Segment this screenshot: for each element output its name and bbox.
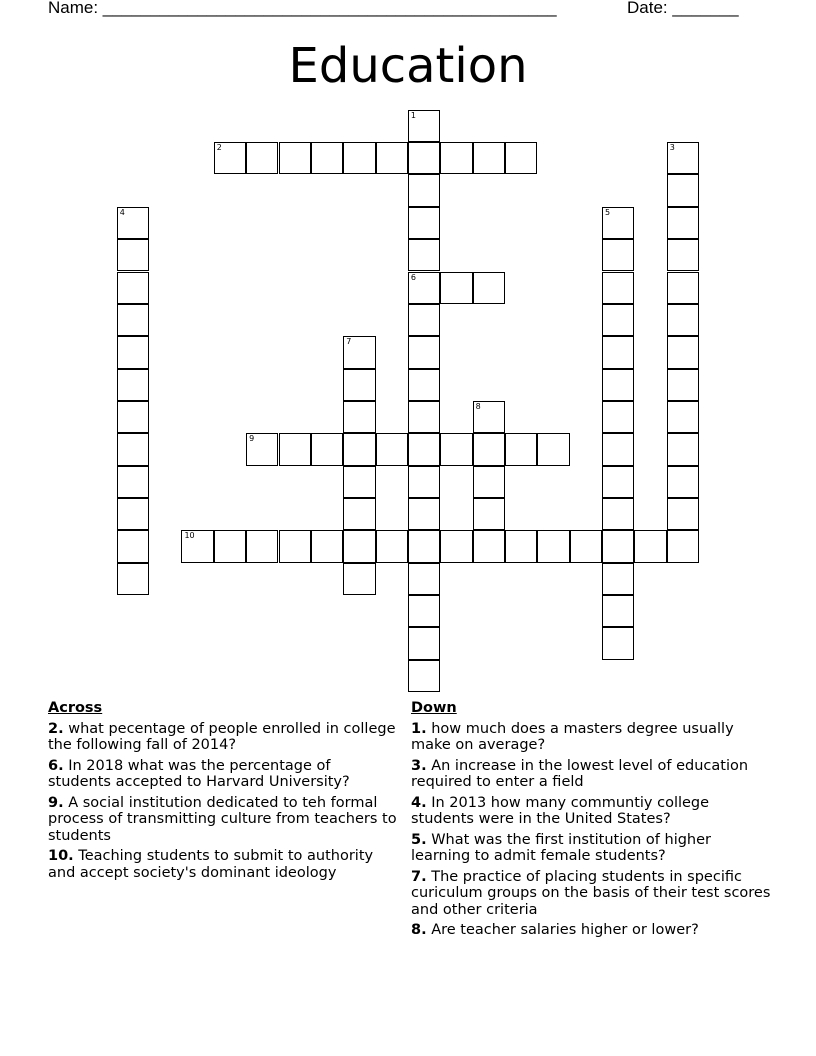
down-clues xyxy=(411,700,771,943)
clue-number-label: 3 xyxy=(669,143,675,153)
grid-cell[interactable] xyxy=(667,401,699,433)
grid-cell[interactable] xyxy=(667,304,699,336)
clue-down-8 xyxy=(411,922,771,939)
clue-down-4 xyxy=(411,795,771,828)
grid-cell[interactable] xyxy=(602,563,634,595)
grid-cell[interactable] xyxy=(473,272,505,304)
clue-down-3 xyxy=(411,758,771,791)
grid-cell[interactable] xyxy=(408,401,440,433)
grid-cell[interactable] xyxy=(408,369,440,401)
grid-cell[interactable] xyxy=(667,530,699,562)
grid-cell[interactable] xyxy=(246,530,278,562)
grid-cell[interactable] xyxy=(117,272,149,304)
clue-number: 8. xyxy=(411,922,427,938)
grid-cell[interactable] xyxy=(602,304,634,336)
grid-cell[interactable] xyxy=(408,627,440,659)
grid-cell[interactable] xyxy=(117,466,149,498)
grid-cell[interactable] xyxy=(117,369,149,401)
clue-text: An increase in the lowest level of education required to enter a field xyxy=(411,757,749,790)
grid-cell[interactable] xyxy=(602,239,634,271)
clue-down-7 xyxy=(411,869,771,919)
grid-cell[interactable] xyxy=(408,207,440,239)
grid-cell[interactable] xyxy=(117,207,149,239)
grid-cell[interactable] xyxy=(343,401,375,433)
grid-cell[interactable] xyxy=(602,336,634,368)
grid-cell[interactable] xyxy=(473,498,505,530)
grid-cell[interactable] xyxy=(376,530,408,562)
clue-number-label: 1 xyxy=(410,110,416,120)
grid-cell[interactable] xyxy=(667,498,699,530)
clue-across-10 xyxy=(48,848,398,881)
clue-across-2 xyxy=(48,721,398,754)
grid-cell[interactable] xyxy=(473,433,505,465)
grid-cell[interactable] xyxy=(408,433,440,465)
clue-number: 6. xyxy=(48,757,64,774)
name-label: Name: xyxy=(48,0,103,17)
grid-cell[interactable] xyxy=(408,110,440,142)
grid-cell[interactable] xyxy=(117,401,149,433)
clue-text: Are teacher salaries higher or lower? xyxy=(431,922,699,938)
grid-cell[interactable] xyxy=(602,433,634,465)
grid-cell[interactable] xyxy=(408,498,440,530)
date-label: Date: xyxy=(627,0,673,17)
grid-cell[interactable] xyxy=(376,142,408,174)
clue-number-label: 8 xyxy=(475,401,481,411)
grid-cell[interactable] xyxy=(343,142,375,174)
clue-text: A social institution dedicated to teh formal process of transmitting culture from teachers to students xyxy=(48,794,397,844)
grid-cell[interactable] xyxy=(473,466,505,498)
clue-text: What was the first institution of higher learning to admit female students? xyxy=(411,831,712,864)
grid-cell[interactable] xyxy=(667,174,699,206)
grid-cell[interactable] xyxy=(279,433,311,465)
grid-cell[interactable] xyxy=(343,498,375,530)
grid-cell[interactable] xyxy=(214,142,246,174)
grid-cell[interactable] xyxy=(408,304,440,336)
clue-number-label: 7 xyxy=(346,337,352,347)
grid-cell[interactable] xyxy=(117,498,149,530)
grid-cell[interactable] xyxy=(473,530,505,562)
clue-text: what pecentage of people enrolled in college the following fall of 2014? xyxy=(48,720,396,753)
grid-cell[interactable] xyxy=(602,530,634,562)
grid-cell[interactable] xyxy=(602,369,634,401)
grid-cell[interactable] xyxy=(117,304,149,336)
grid-cell[interactable] xyxy=(505,530,537,562)
grid-cell[interactable] xyxy=(602,272,634,304)
across-heading: Across xyxy=(48,700,103,716)
grid-cell[interactable] xyxy=(667,336,699,368)
clue-number-label: 6 xyxy=(410,272,416,282)
grid-cell[interactable] xyxy=(214,530,246,562)
grid-cell[interactable] xyxy=(440,272,472,304)
grid-cell[interactable] xyxy=(343,433,375,465)
grid-cell[interactable] xyxy=(343,466,375,498)
clue-number: 3. xyxy=(411,757,427,774)
page-title: Education xyxy=(288,38,528,94)
grid-cell[interactable] xyxy=(376,433,408,465)
grid-cell[interactable] xyxy=(408,563,440,595)
clue-number-label: 4 xyxy=(119,207,125,217)
grid-cell[interactable] xyxy=(440,530,472,562)
grid-cell[interactable] xyxy=(537,530,569,562)
clue-down-1 xyxy=(411,721,771,754)
grid-cell[interactable] xyxy=(343,563,375,595)
grid-cell[interactable] xyxy=(246,433,278,465)
clue-number-label: 9 xyxy=(249,434,255,444)
grid-cell[interactable] xyxy=(408,660,440,692)
grid-cell[interactable] xyxy=(440,433,472,465)
clue-across-6 xyxy=(48,758,398,791)
grid-cell[interactable] xyxy=(343,530,375,562)
grid-cell[interactable] xyxy=(117,530,149,562)
grid-cell[interactable] xyxy=(279,142,311,174)
date-blank[interactable]: _______ xyxy=(672,0,739,17)
grid-cell[interactable] xyxy=(505,142,537,174)
grid-cell[interactable] xyxy=(311,433,343,465)
grid-cell[interactable] xyxy=(602,595,634,627)
grid-cell[interactable] xyxy=(570,530,602,562)
clue-number: 2. xyxy=(48,720,64,737)
grid-cell[interactable] xyxy=(311,530,343,562)
grid-cell[interactable] xyxy=(667,369,699,401)
grid-cell[interactable] xyxy=(408,466,440,498)
grid-cell[interactable] xyxy=(440,142,472,174)
grid-cell[interactable] xyxy=(408,239,440,271)
grid-cell[interactable] xyxy=(408,272,440,304)
clue-number: 10. xyxy=(48,848,74,864)
clue-text: In 2018 what was the percentage of students accepted to Harvard University? xyxy=(48,757,350,790)
grid-cell[interactable] xyxy=(279,530,311,562)
grid-cell[interactable] xyxy=(602,401,634,433)
grid-cell[interactable] xyxy=(667,433,699,465)
grid-cell[interactable] xyxy=(117,433,149,465)
grid-cell[interactable] xyxy=(505,433,537,465)
clue-number: 4. xyxy=(411,794,427,811)
grid-cell[interactable] xyxy=(473,401,505,433)
clue-number: 9. xyxy=(48,794,64,811)
clue-number-label: 10 xyxy=(184,531,195,541)
clue-number: 7. xyxy=(411,868,427,885)
clue-text: how much does a masters degree usually make on average? xyxy=(411,720,734,753)
grid-cell[interactable] xyxy=(181,530,213,562)
grid-cell[interactable] xyxy=(602,627,634,659)
grid-cell[interactable] xyxy=(667,207,699,239)
grid-cell[interactable] xyxy=(408,174,440,206)
grid-cell[interactable] xyxy=(117,336,149,368)
clue-text: The practice of placing students in specific curiculum groups on the basis of their test scores and other criteria xyxy=(411,868,771,918)
grid-cell[interactable] xyxy=(408,595,440,627)
grid-cell[interactable] xyxy=(408,530,440,562)
grid-cell[interactable] xyxy=(473,142,505,174)
grid-cell[interactable] xyxy=(667,142,699,174)
clue-text: Teaching students to submit to authority and accept society's dominant ideology xyxy=(48,848,374,881)
grid-cell[interactable] xyxy=(602,498,634,530)
across-clues xyxy=(48,700,398,885)
clue-number: 5. xyxy=(411,831,427,848)
clue-across-9 xyxy=(48,795,398,845)
down-heading: Down xyxy=(411,700,457,716)
grid-cell[interactable] xyxy=(667,272,699,304)
clue-down-5 xyxy=(411,832,771,865)
grid-cell[interactable] xyxy=(537,433,569,465)
name-blank[interactable]: ________________________________________________ xyxy=(102,0,557,17)
grid-cell[interactable] xyxy=(408,142,440,174)
grid-cell[interactable] xyxy=(667,239,699,271)
clue-number-label: 5 xyxy=(605,207,611,217)
grid-cell[interactable] xyxy=(343,369,375,401)
clue-number-label: 2 xyxy=(216,143,222,153)
grid-cell[interactable] xyxy=(343,336,375,368)
grid-cell[interactable] xyxy=(246,142,278,174)
grid-cell[interactable] xyxy=(634,530,666,562)
grid-cell[interactable] xyxy=(667,466,699,498)
grid-cell[interactable] xyxy=(408,336,440,368)
grid-cell[interactable] xyxy=(117,239,149,271)
clue-text: In 2013 how many communtiy college students were in the United States? xyxy=(411,794,710,827)
grid-cell[interactable] xyxy=(117,563,149,595)
grid-cell[interactable] xyxy=(602,466,634,498)
grid-cell[interactable] xyxy=(311,142,343,174)
clue-number: 1. xyxy=(411,720,427,737)
grid-cell[interactable] xyxy=(602,207,634,239)
